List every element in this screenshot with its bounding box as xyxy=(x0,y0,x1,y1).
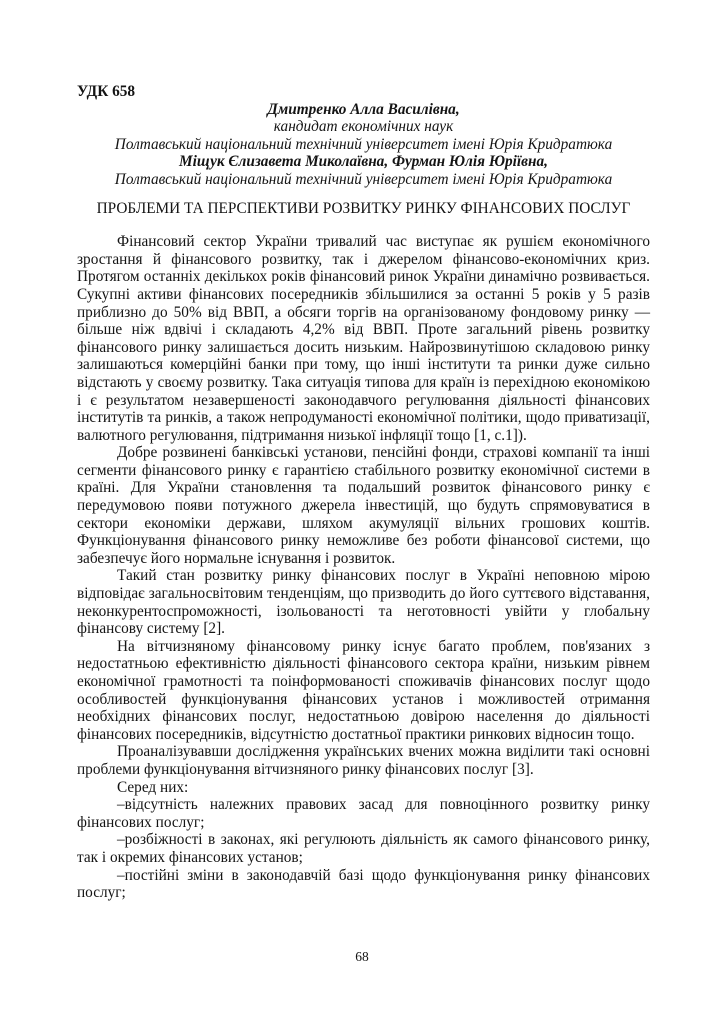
author-degree: кандидат економічних наук xyxy=(273,118,454,136)
body-paragraph-1: Фінансовий сектор України тривалий час виступає як рушієм економічного зростання й фінансового розвитку, так і джерелом фінансово-економічних криз. Протягом останніх декількох років фінансовий ринок України динамічно розвивається. Сукупні активи фінансових посередників збільшилися за останні 5 років у 5 разів приблизно до 50% від ВВП, а обсяги торгів на організованому фондовому ринку — більше ніж вдвічі і складають 4,2% від ВВП. Проте загальний рівень розвитку фінансового ринку залишається досить низьким. Найрозвинутішою складовою ринку залишаються комерційні банки при тому, що інші інститути та ринки дуже сильно відстають у своєму розвитку. Така ситуація типова для країн із перехідною економікою і є результатом незавершеності законодавчого регулювання діяльності фінансових інститутів та ринків, а також непродуманості економічної політики, щодо приватизації, валютного регулювання, підтримання низької інфляції тощо [1, с.1]). xyxy=(77,233,650,444)
bullet-item-2: –розбіжності в законах, які регулюють діяльність як самого фінансового ринку, так і окремих фінансових установ; xyxy=(77,831,650,866)
page-number: 68 xyxy=(355,949,369,964)
body-paragraph-3: Такий стан розвитку ринку фінансових послуг в Україні неповною мірою відповідає загальносвітовим тенденціям, що призводить до його суттєвого відставання, неконкурентоспроможності, ізольованості та неготовності увійти у глобальну фінансову систему [2]. xyxy=(77,567,650,638)
udc-code: УДК 658 xyxy=(77,83,136,100)
article-title: ПРОБЛЕМИ ТА ПЕРСПЕКТИВИ РОЗВИТКУ РИНКУ ФІНАНСОВИХ ПОСЛУГ xyxy=(96,199,631,217)
author-name-1: Дмитренко Алла Василівна, xyxy=(267,100,460,118)
bullet-item-3: –постійні зміни в законодавчій базі щодо функціонування ринку фінансових послуг; xyxy=(77,866,650,902)
author-affiliation-2: Полтавський національний технічний університет імені Юрія Кридратюка xyxy=(114,170,613,188)
body-paragraph-4: На вітчизняному фінансовому ринку існує багато проблем, пов'язаних з недостатньою ефективністю діяльності фінансового сектора країни, низьким рівнем економічної грамотності та поінформованості споживачів фінансових послуг щодо особливостей функціонування фінансових установ і можливостей отримання необхідних фінансових послуг, недостатньою довірою населення до діяльності фінансових посередників, відсутністю достатньої практики ринкових відносин тощо. xyxy=(77,637,650,743)
author-names-2: Міщук Єлизавета Миколаївна, Фурман Юлія Юріївна, xyxy=(179,153,548,171)
body-paragraph-2: Добре розвинені банківські установи, пенсійні фонди, страхові компанії та інші сегменти фінансового ринку є гарантією стабільного розвитку економічної системи в країні. Для України становлення та подальший розвиток фінансового ринку є передумовою появи потужного джерела інвестицій, що будуть спрямовуватися в сектори економіки держави, шляхом акумуляції вільних грошових коштів. Функціонування фінансового ринку неможливе без роботи фінансової системи, що забезпечує його нормальне існування і розвиток. xyxy=(77,444,650,567)
list-intro: Серед них: xyxy=(117,778,189,796)
author-block xyxy=(77,101,650,189)
body-paragraph-5: Проаналізувавши дослідження українських вчених можна виділити такі основні проблеми функціонування вітчизняного ринку фінансових послуг [3]. xyxy=(77,743,650,778)
author-affiliation-1: Полтавський національний технічний університет імені Юрія Кридратюка xyxy=(114,135,613,153)
page-content xyxy=(77,0,650,902)
bullet-item-1: –відсутність належних правових засад для повноцінного розвитку ринку фінансових послуг; xyxy=(77,796,650,831)
